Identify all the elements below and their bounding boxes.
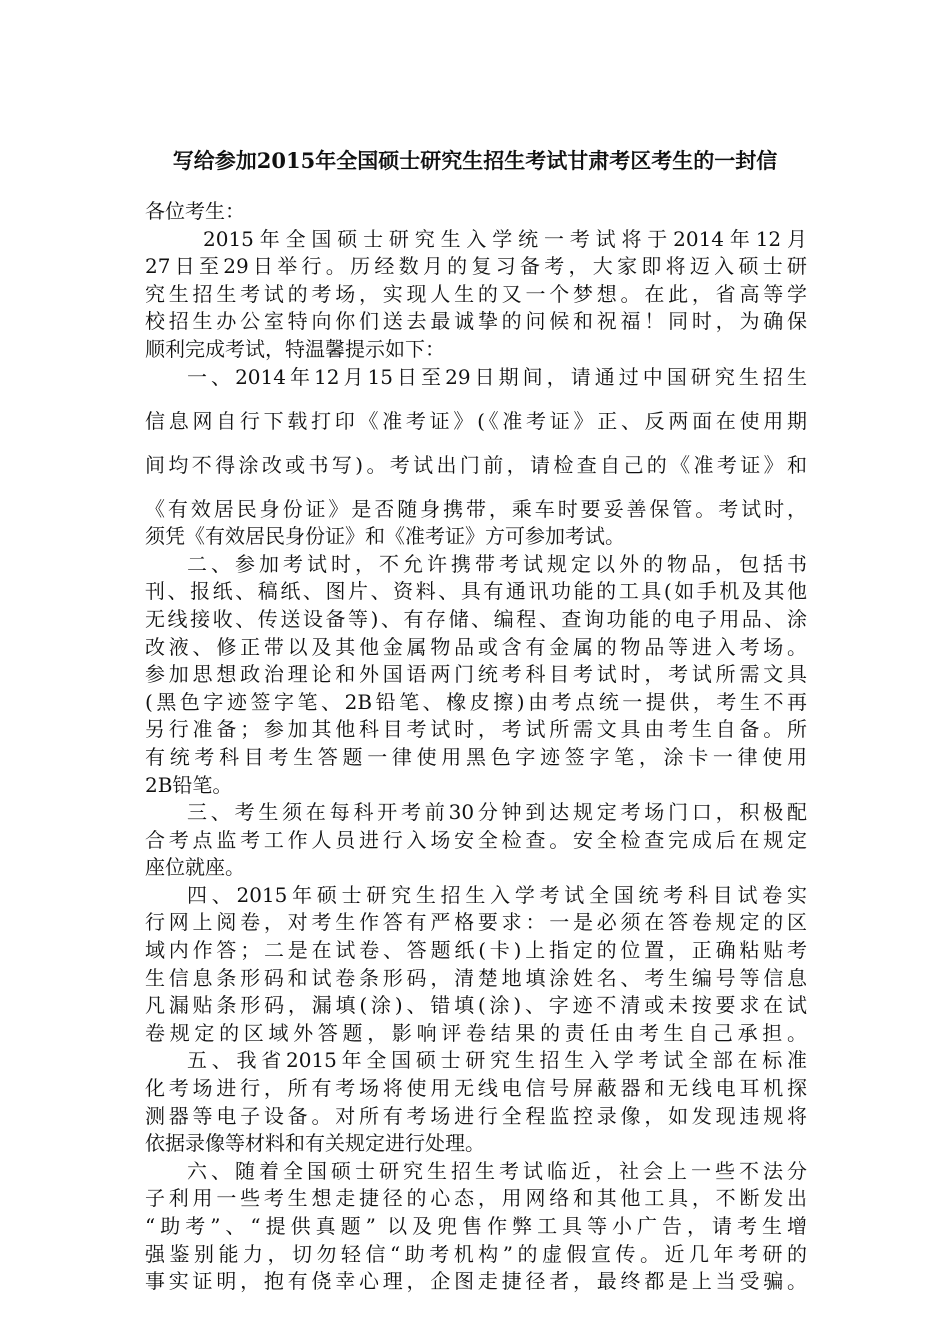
paragraph-line: 生信息条形码和试卷条形码，清楚地填涂姓名、考生编号等信息 bbox=[145, 965, 807, 990]
paragraph-line: (黑色字迹签字笔、2B铅笔、橡皮擦)由考点统一提供，考生不再 bbox=[145, 689, 807, 714]
paragraph-line: 另行准备；参加其他科目考试时，考试所需文具由考生自备。所 bbox=[145, 717, 807, 742]
greeting: 各位考生： bbox=[145, 199, 245, 223]
paragraph-line: 事实证明，抱有侥幸心理，企图走捷径者，最终都是上当受骗。 bbox=[145, 1269, 807, 1294]
paragraph-line: 无线接收、传送设备等)、有存储、编程、查询功能的电子用品、涂 bbox=[145, 606, 807, 631]
item-3-paragraph bbox=[145, 799, 807, 882]
letter-body bbox=[145, 198, 807, 1296]
paragraph-line: 一、2014年12月15日至29日期间，请通过中国研究生招生 bbox=[187, 364, 807, 389]
document-title: 写给参加2015年全国硕士研究生招生考试甘肃考区考生的一封信 bbox=[172, 148, 778, 173]
paragraph-line: 须凭《有效居民身份证》和《准考证》方可参加考试。 bbox=[145, 524, 625, 549]
paragraph-line: “助考”、“提供真题” 以及兜售作弊工具等小广告，请考生增 bbox=[145, 1214, 807, 1238]
paragraph-line: 刊、报纸、稿纸、图片、资料、具有通讯功能的工具(如手机及其他 bbox=[145, 579, 807, 604]
paragraph-line: 座位就座。 bbox=[145, 855, 245, 880]
paragraph-line: 究生招生考试的考场，实现人生的又一个梦想。在此，省高等学 bbox=[145, 281, 807, 306]
intro-paragraph bbox=[145, 226, 807, 364]
item-2-paragraph bbox=[145, 551, 807, 799]
paragraph-line: 顺利完成考试，特温馨提示如下： bbox=[145, 336, 445, 361]
paragraph-line: 四、2015年硕士研究生招生入学考试全国统考科目试卷实 bbox=[187, 882, 807, 907]
paragraph-line: 27日至29日举行。历经数月的复习备考，大家即将迈入硕士研 bbox=[145, 254, 807, 279]
item-5-paragraph bbox=[145, 1047, 807, 1157]
paragraph-line: 参加思想政治理论和外国语两门统考科目考试时，考试所需文具 bbox=[145, 662, 807, 687]
paragraph-line: 测器等电子设备。对所有考场进行全程监控录像，如发现违规将 bbox=[145, 1103, 807, 1128]
paragraph-line: 化考场进行，所有考场将使用无线电信号屏蔽器和无线电耳机探 bbox=[145, 1076, 807, 1101]
paragraph-line: 强鉴别能力，切勿轻信“助考机构”的虚假宣传。近几年考研的 bbox=[145, 1241, 807, 1266]
paragraph-line: 三、考生须在每科开考前30分钟到达规定考场门口，积极配 bbox=[187, 800, 807, 825]
paragraph-line: 《有效居民身份证》是否随身携带，乘车时要妥善保管。考试时， bbox=[145, 496, 807, 521]
paragraph-line: 合考点监考工作人员进行入场安全检查。安全检查完成后在规定 bbox=[145, 827, 807, 852]
paragraph-line: 域内作答；二是在试卷、答题纸(卡)上指定的位置，正确粘贴考 bbox=[145, 938, 807, 963]
paragraph-line: 行网上阅卷，对考生作答有严格要求：一是必须在答卷规定的区 bbox=[145, 910, 807, 935]
paragraph-line: 有统考科目考生答题一律使用黑色字迹签字笔，涂卡一律使用 bbox=[145, 744, 807, 769]
paragraph-line: 六、随着全国硕士研究生招生考试临近，社会上一些不法分 bbox=[187, 1158, 807, 1183]
paragraph-line: 信息网自行下载打印《准考证》(《准考证》正、反两面在使用期 bbox=[145, 408, 807, 433]
item-6-paragraph bbox=[145, 1158, 807, 1296]
paragraph-line: 2B铅笔。 bbox=[145, 772, 233, 797]
paragraph-line: 间均不得涂改或书写)。考试出门前，请检查自己的《准考证》和 bbox=[145, 452, 807, 477]
paragraph-line: 改液、修正带以及其他金属物品或含有金属的物品等进入考场。 bbox=[145, 634, 807, 659]
paragraph-line: 子利用一些考生想走捷径的心态，用网络和其他工具，不断发出 bbox=[145, 1186, 807, 1211]
paragraph-line: 五、我省2015年全国硕士研究生招生入学考试全部在标准 bbox=[187, 1048, 807, 1073]
paragraph-line: 校招生办公室特向你们送去最诚挚的问候和祝福！同时，为确保 bbox=[145, 309, 807, 334]
paragraph-line: 凡漏贴条形码，漏填(涂)、错填(涂)、字迹不清或未按要求在试 bbox=[145, 993, 807, 1018]
item-4-paragraph bbox=[145, 882, 807, 1048]
paragraph-line: 二、参加考试时，不允许携带考试规定以外的物品，包括书 bbox=[187, 551, 807, 576]
item-1-paragraph bbox=[145, 364, 807, 551]
paragraph-line: 卷规定的区域外答题，影响评卷结果的责任由考生自己承担。 bbox=[145, 1020, 807, 1045]
paragraph-line: 2015年全国硕士研究生入学统一考试将于2014年12月 bbox=[203, 226, 807, 251]
paragraph-line: 依据录像等材料和有关规定进行处理。 bbox=[145, 1131, 485, 1156]
